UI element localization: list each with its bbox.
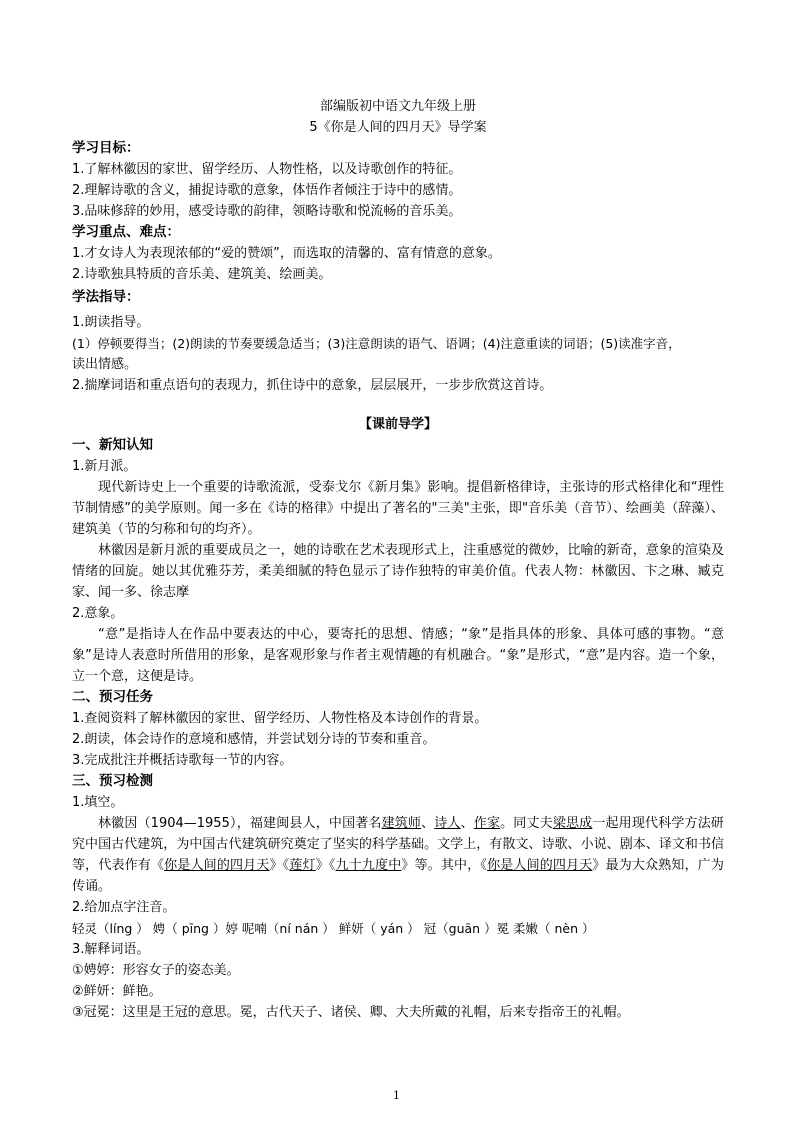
pinyin-subheading: 2.给加点字注音。 bbox=[72, 900, 176, 915]
definition-item: ③冠冕：这里是王冠的意思。冕，古代天子、诸侯、卿、大夫所戴的礼帽，后来专指帝王的礼帽。 bbox=[72, 1005, 630, 1020]
part1-heading: 一、新知认知 bbox=[72, 437, 153, 453]
defs-subheading: 3.解释词语。 bbox=[72, 942, 150, 957]
section-title: 【课前导学】 bbox=[358, 417, 437, 432]
answer-architect: 建筑师 bbox=[381, 816, 422, 831]
method-item-detail: 读出情感。 bbox=[72, 357, 138, 372]
task-item: 1.查阅资料了解林徽因的家世、留学经历、人物性格及本诗创作的背景。 bbox=[72, 711, 488, 726]
imagery-paragraph: “意”是指诗人在作品中要表达的中心，要寄托的思想、情感；“象”是指具体的形象、具体可感的事物。“意象”是诗人表意时所借用的形象，是客观形象与作者主观情趣的有机融合。“象”是形式，“意”是内容。造一个象，立一个意，这便是诗。 bbox=[72, 627, 724, 684]
document-subtitle: 5《你是人间的四月天》导学案 bbox=[309, 120, 487, 135]
objective-item: 1.了解林徽因的家世、留学经历、人物性格，以及诗歌创作的特征。 bbox=[72, 162, 462, 177]
page-number: 1 bbox=[393, 1089, 400, 1102]
fill-subheading: 1.填空。 bbox=[72, 795, 124, 810]
method-heading: 学法指导： bbox=[72, 289, 140, 305]
document-page bbox=[72, 96, 724, 1023]
keypoints-heading: 学习重点、难点： bbox=[72, 224, 180, 240]
answer-work-3: 九十九度中 bbox=[335, 858, 402, 873]
answer-writer: 作家 bbox=[473, 816, 501, 831]
part1-subheading: 2.意象。 bbox=[72, 606, 124, 621]
fill-paragraph: 林徽因（1904—1955），福建闽县人，中国著名建筑师、诗人、作家。同丈夫梁思成一起用现代科学方法研究中国古代建筑，为中国古代建筑研究奠定了坚实的科学基础。文学上，有散文、诗歌、小说、剧本、译文和书信等，代表作有《你是人间的四月天》《莲灯》《九十九度中》等。其中，《你是人间的四月天》最为大众熟知，广为传诵。 bbox=[72, 816, 724, 894]
objectives-heading: 学习目标： bbox=[72, 140, 140, 156]
definition-item: ①娉婷：形容女子的姿态美。 bbox=[72, 963, 240, 978]
task-item: 2.朗读，体会诗作的意境和感情，并尝试划分诗的节奏和重音。 bbox=[72, 732, 436, 747]
part3-heading: 三、预习检测 bbox=[72, 773, 153, 789]
pinyin-line: 轻灵（líng ） 娉（ pīng ）婷 呢喃（ní nán ） 鲜妍（ yán ） 冠（guān ）冕 柔嫩（ nèn ） bbox=[72, 921, 595, 936]
method-item-detail: (1）停顿要得当；(2)朗读的节奏要缓急适当；(3)注意朗读的语气、语调；(4)注意重读的词语；(5)读准字音， bbox=[72, 336, 681, 351]
task-item: 3.完成批注并概括诗歌每一节的内容。 bbox=[72, 753, 293, 768]
answer-poet: 诗人 bbox=[434, 816, 461, 831]
answer-work-1: 你是人间的四月天 bbox=[164, 858, 270, 873]
method-item: 1.朗读指导。 bbox=[72, 315, 150, 330]
answer-husband: 梁思成 bbox=[552, 816, 593, 831]
definition-item: ②鲜妍：鲜艳。 bbox=[72, 984, 162, 999]
part1-subheading: 1.新月派。 bbox=[72, 459, 137, 474]
answer-work-2: 莲灯 bbox=[289, 858, 316, 873]
keypoint-item: 1.才女诗人为表现浓郁的“爱的赞颂”，而选取的清馨的、富有情意的意象。 bbox=[72, 246, 501, 261]
keypoint-item: 2.诗歌独具特质的音乐美、建筑美、绘画美。 bbox=[72, 267, 332, 282]
lin-huiyin-paragraph: 林徽因是新月派的重要成员之一，她的诗歌在艺术表现形式上，注重感觉的微妙，比喻的新奇，意象的渲染及情绪的回旋。她以其优雅芬芳，柔美细腻的特色显示了诗作独特的审美价值。代表人物：林徽因、卞之琳、臧克家、闻一多、徐志摩 bbox=[72, 543, 724, 600]
answer-famous-work: 你是人间的四月天 bbox=[487, 858, 593, 873]
part2-heading: 二、预习任务 bbox=[72, 689, 153, 705]
method-item: 2.揣摩词语和重点语句的表现力，抓住诗中的意象，层层展开，一步步欣赏这首诗。 bbox=[72, 378, 553, 393]
objective-item: 2.理解诗歌的含义，捕捉诗歌的意象，体悟作者倾注于诗中的感情。 bbox=[72, 183, 462, 198]
document-title: 部编版初中语文九年级上册 bbox=[319, 99, 476, 114]
new-moon-paragraph: 现代新诗史上一个重要的诗歌流派，受泰戈尔《新月集》影响。提倡新格律诗，主张诗的形式格律化和“理性节制情感”的美学原则。闻一多在《诗的格律》中提出了著名的"三美"主张，即"音乐美（音节）、绘画美（辞藻）、建筑美（节的匀称和句的均齐）。 bbox=[72, 480, 724, 537]
objective-item: 3.品味修辞的妙用，感受诗歌的韵律，领略诗歌和悦流畅的音乐美。 bbox=[72, 204, 462, 219]
